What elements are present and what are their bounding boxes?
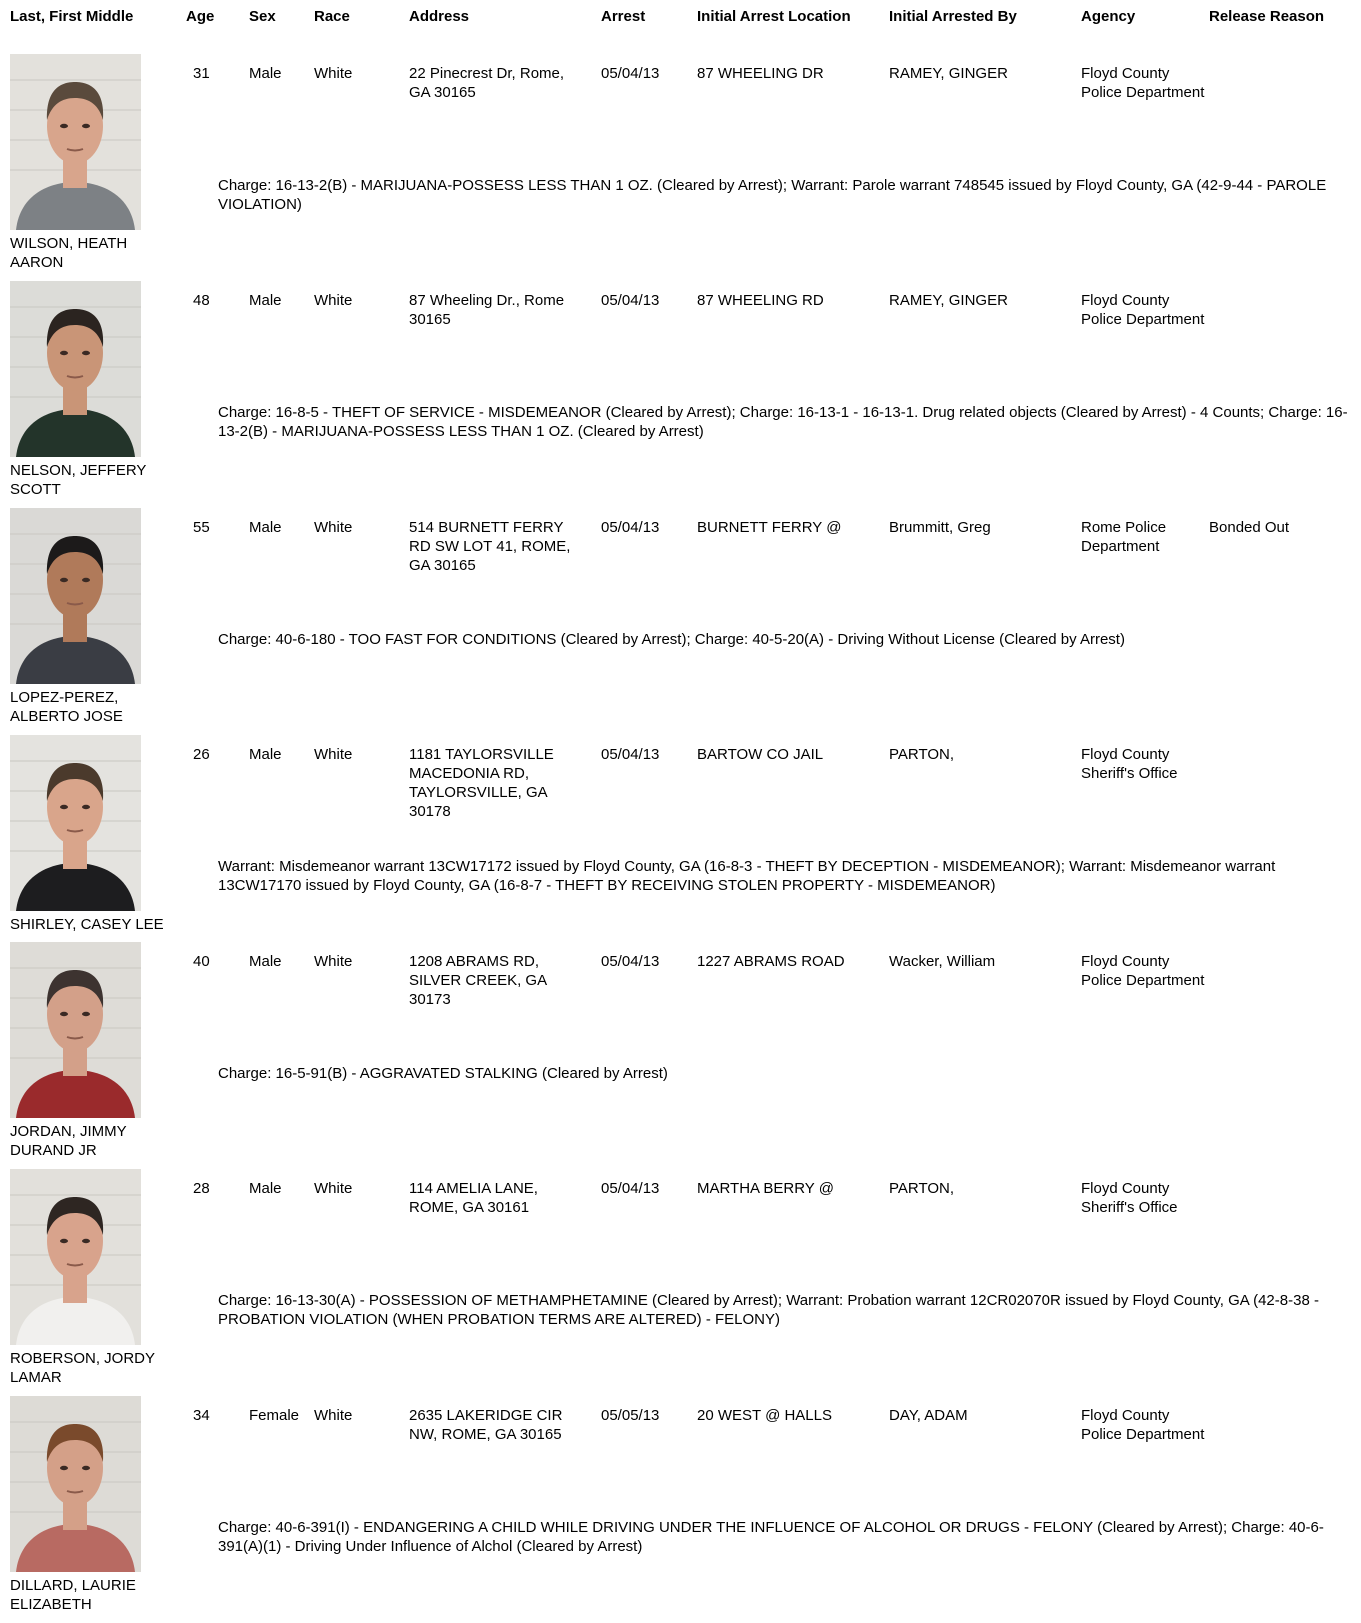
cell-arrested-by: RAMEY, GINGER bbox=[889, 292, 1008, 309]
cell-sex: Male bbox=[249, 746, 282, 763]
header-address: Address bbox=[409, 8, 470, 25]
charges-text: Charge: 40-6-180 - TOO FAST FOR CONDITIONS (Cleared by Arrest); Charge: 40-5-20(A) - Driving Without License (Cleared by Arrest) bbox=[218, 631, 1125, 648]
cell-race: White bbox=[314, 746, 353, 763]
cell-sex: Male bbox=[249, 292, 282, 309]
cell-arrested-by: Brummitt, Greg bbox=[889, 519, 991, 536]
cell-location: 87 WHEELING RD bbox=[697, 292, 824, 309]
cell-arrest: 05/04/13 bbox=[601, 292, 660, 309]
cell-arrested-by: Wacker, William bbox=[889, 953, 996, 970]
cell-agency: Floyd County Police Department bbox=[1081, 953, 1205, 989]
cell-agency: Floyd County Police Department bbox=[1081, 1407, 1205, 1443]
record-row bbox=[0, 1169, 1361, 1396]
mugshot-photo bbox=[10, 508, 141, 684]
cell-race: White bbox=[314, 1180, 353, 1197]
mugshot-photo bbox=[10, 1396, 141, 1572]
charges-text: Warrant: Misdemeanor warrant 13CW17172 issued by Floyd County, GA (16-8-3 - THEFT BY DECEPTION - MISDEMEANOR); Warrant: Misdemeanor warrant 13CW17170 issued by Floyd County, GA (16-8-7 - THEFT BY RECEIVING STOLEN PROPERTY - MISDEMEANOR) bbox=[218, 858, 1276, 894]
cell-age: 34 bbox=[193, 1407, 210, 1424]
cell-address: 514 BURNETT FERRY RD SW LOT 41, ROME, GA 30165 bbox=[409, 519, 571, 574]
cell-agency: Floyd County Police Department bbox=[1081, 65, 1205, 101]
mugshot-photo bbox=[10, 54, 141, 230]
cell-address: 2635 LAKERIDGE CIR NW, ROME, GA 30165 bbox=[409, 1407, 563, 1443]
cell-location: BURNETT FERRY @ bbox=[697, 519, 842, 536]
cell-arrested-by: RAMEY, GINGER bbox=[889, 65, 1008, 82]
header-location: Initial Arrest Location bbox=[697, 8, 851, 25]
cell-age: 31 bbox=[193, 65, 210, 82]
cell-age: 26 bbox=[193, 746, 210, 763]
cell-address: 22 Pinecrest Dr, Rome, GA 30165 bbox=[409, 65, 565, 101]
header-sex: Sex bbox=[249, 8, 276, 25]
cell-address: 1181 TAYLORSVILLE MACEDONIA RD, TAYLORSVILLE, GA 30178 bbox=[409, 746, 554, 820]
person-name: WILSON, HEATH AARON bbox=[10, 235, 128, 271]
header-agency: Agency bbox=[1081, 8, 1136, 25]
cell-sex: Female bbox=[249, 1407, 300, 1424]
record-row bbox=[0, 942, 1361, 1169]
cell-age: 40 bbox=[193, 953, 210, 970]
person-name: DILLARD, LAURIE ELIZABETH bbox=[10, 1577, 136, 1613]
cell-location: 1227 ABRAMS ROAD bbox=[697, 953, 845, 970]
record-row bbox=[0, 1396, 1361, 1623]
cell-agency: Floyd County Sheriff's Office bbox=[1081, 1180, 1178, 1216]
cell-arrest: 05/05/13 bbox=[601, 1407, 660, 1424]
person-name: SHIRLEY, CASEY LEE bbox=[10, 916, 164, 933]
header-race: Race bbox=[314, 8, 350, 25]
cell-address: 87 Wheeling Dr., Rome 30165 bbox=[409, 292, 565, 328]
record-row bbox=[0, 281, 1361, 508]
person-name: NELSON, JEFFERY SCOTT bbox=[10, 462, 147, 498]
cell-location: 20 WEST @ HALLS bbox=[697, 1407, 832, 1424]
cell-arrest: 05/04/13 bbox=[601, 953, 660, 970]
cell-arrest: 05/04/13 bbox=[601, 746, 660, 763]
cell-arrested-by: DAY, ADAM bbox=[889, 1407, 968, 1424]
mugshot-photo bbox=[10, 735, 141, 911]
cell-race: White bbox=[314, 65, 353, 82]
cell-address: 114 AMELIA LANE, ROME, GA 30161 bbox=[409, 1180, 538, 1216]
record-row bbox=[0, 54, 1361, 281]
cell-age: 55 bbox=[193, 519, 210, 536]
cell-arrested-by: PARTON, bbox=[889, 746, 955, 763]
charges-text: Charge: 16-5-91(B) - AGGRAVATED STALKING (Cleared by Arrest) bbox=[218, 1065, 668, 1082]
cell-address: 1208 ABRAMS RD, SILVER CREEK, GA 30173 bbox=[409, 953, 547, 1008]
cell-release: Bonded Out bbox=[1209, 519, 1290, 536]
cell-sex: Male bbox=[249, 953, 282, 970]
cell-race: White bbox=[314, 292, 353, 309]
cell-age: 48 bbox=[193, 292, 210, 309]
header-arrested-by: Initial Arrested By bbox=[889, 8, 1017, 25]
cell-agency: Floyd County Sheriff's Office bbox=[1081, 746, 1178, 782]
cell-arrest: 05/04/13 bbox=[601, 1180, 660, 1197]
charges-text: Charge: 40-6-391(I) - ENDANGERING A CHILD WHILE DRIVING UNDER THE INFLUENCE OF ALCOHOL OR DRUGS - FELONY (Cleared by Arrest); Charge: 40-6-391(A)(1) - Driving Under Influence of Alchol (Cleared by Arrest) bbox=[218, 1519, 1324, 1555]
cell-arrest: 05/04/13 bbox=[601, 519, 660, 536]
cell-arrested-by: PARTON, bbox=[889, 1180, 955, 1197]
charges-text: Charge: 16-13-2(B) - MARIJUANA-POSSESS LESS THAN 1 OZ. (Cleared by Arrest); Warrant: Parole warrant 748545 issued by Floyd County, GA (42-9-44 - PAROLE VIOLATION) bbox=[218, 177, 1327, 213]
person-name: ROBERSON, JORDY LAMAR bbox=[10, 1350, 155, 1386]
cell-race: White bbox=[314, 1407, 353, 1424]
record-row bbox=[0, 735, 1361, 962]
charges-text: Charge: 16-8-5 - THEFT OF SERVICE - MISDEMEANOR (Cleared by Arrest); Charge: 16-13-1 - 16-13-1. Drug related objects (Cleared by Arrest) - 4 Counts; Charge: 16-13-2(B) - MARIJUANA-POSSESS LESS THAN 1 OZ. (Cleared by Arrest) bbox=[218, 404, 1348, 440]
cell-agency: Floyd County Police Department bbox=[1081, 292, 1205, 328]
cell-location: BARTOW CO JAIL bbox=[697, 746, 824, 763]
mugshot-photo bbox=[10, 281, 141, 457]
header-age: Age bbox=[186, 8, 215, 25]
person-name: JORDAN, JIMMY DURAND JR bbox=[10, 1123, 127, 1159]
cell-location: 87 WHEELING DR bbox=[697, 65, 824, 82]
header-arrest: Arrest bbox=[601, 8, 646, 25]
cell-agency: Rome Police Department bbox=[1081, 519, 1167, 555]
mugshot-photo bbox=[10, 942, 141, 1118]
person-name: LOPEZ-PEREZ, ALBERTO JOSE bbox=[10, 689, 123, 725]
cell-sex: Male bbox=[249, 65, 282, 82]
charges-text: Charge: 16-13-30(A) - POSSESSION OF METHAMPHETAMINE (Cleared by Arrest); Warrant: Probation warrant 12CR02070R issued by Floyd County, GA (42-8-38 - PROBATION VIOLATION (WHEN PROBATION TERMS ARE ALTERED) - FELONY) bbox=[218, 1292, 1319, 1328]
cell-location: MARTHA BERRY @ bbox=[697, 1180, 834, 1197]
mugshot-photo bbox=[10, 1169, 141, 1345]
cell-sex: Male bbox=[249, 519, 282, 536]
header-release-reason: Release Reason bbox=[1209, 8, 1325, 25]
cell-race: White bbox=[314, 953, 353, 970]
cell-sex: Male bbox=[249, 1180, 282, 1197]
cell-race: White bbox=[314, 519, 353, 536]
record-row bbox=[0, 508, 1361, 735]
cell-arrest: 05/04/13 bbox=[601, 65, 660, 82]
header-name: Last, First Middle bbox=[10, 8, 134, 25]
cell-age: 28 bbox=[193, 1180, 210, 1197]
